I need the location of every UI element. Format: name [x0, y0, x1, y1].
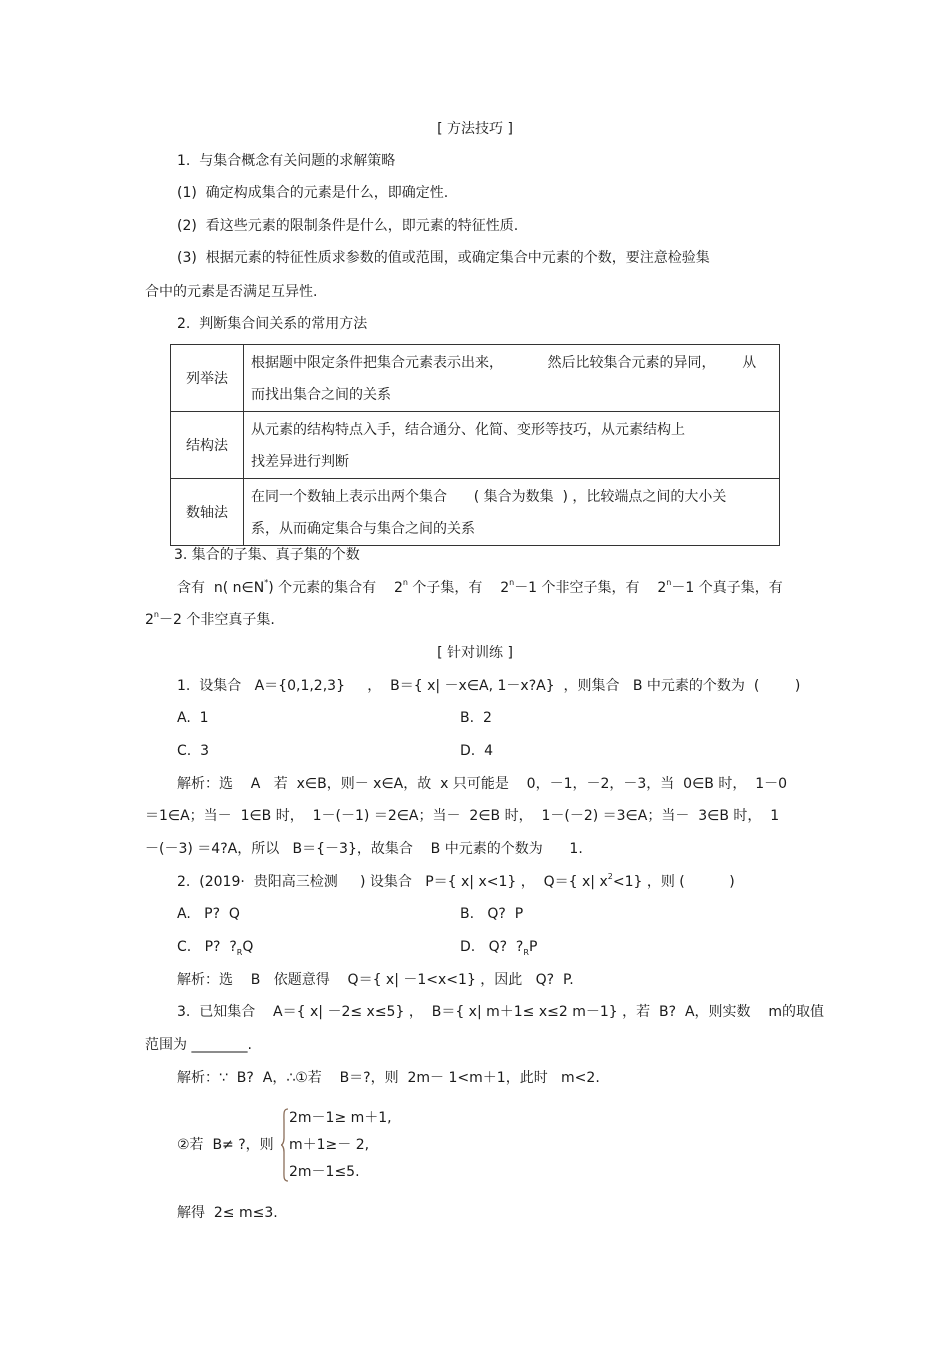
q1-solution-line1: 解析：选 A 若 x∈B，则－ x∈A，故 x 只可能是 0，－1，－2，－3，当 0∈B 时， 1－0 — [177, 776, 788, 792]
q2-option-b: B. Q? P — [460, 906, 524, 922]
paragraph-3-line2: 合中的元素是否满足互异性. — [145, 284, 318, 300]
methods-table — [170, 344, 780, 546]
question-3-line2: 范围为 ________. — [145, 1037, 252, 1053]
table-row — [171, 479, 780, 546]
q1-solution-line2: ＝1∈A；当－ 1∈B 时， 1－(－1) ＝2∈A；当－ 2∈B 时， 1－(－2) ＝3∈A；当－ 3∈B 时， 1 — [145, 808, 780, 824]
q1-solution-line3: －(－3) ＝4?A，所以 B＝{－3}，故集合 B 中元素的个数为 1. — [145, 841, 583, 857]
system-eq-2: m＋1≥－ 2, — [289, 1137, 370, 1153]
paragraph-1: (1) 确定构成集合的元素是什么，即确定性. — [177, 185, 449, 201]
table-row — [171, 345, 780, 412]
subset-count-line1: 含有 n( n∈N*) 个元素的集合有 2$^n$ 个子集，有 $2^n-1$ 个非空子集，有 $2^n-1$ 个真子集，有 — [177, 578, 783, 596]
section-title-practice: [ 针对训练 ] — [437, 645, 513, 661]
question-1: 1. 设集合 A＝{0,1,2,3} ， B＝{ x| －x∈A, 1－x?A} ，则集合 B 中元素的个数为 ( ) — [177, 678, 801, 694]
q2-solution: 解析：选 B 依题意得 Q＝{ x| －1<x<1} ，因此 Q? P. — [177, 972, 574, 988]
subset-count-line2: $2^n-2$ 个非空真子集. — [145, 610, 275, 628]
method-description: 从元素的结构特点入手，结合通分、化简、变形等技巧，从元素结构上 找差异进行判断 — [244, 412, 780, 479]
q1-option-a: A. 1 — [177, 710, 209, 726]
method-name: 结构法 — [171, 412, 244, 479]
method-description: 根据题中限定条件把集合元素表示出来， 然后比较集合元素的异同， 从 而找出集合之间的关系 — [244, 345, 780, 412]
paragraph-2: (2) 看这些元素的限制条件是什么，即元素的特征性质. — [177, 218, 519, 234]
question-3-line1: 3. 已知集合 A＝{ x| －2≤ x≤5} ， B＝{ x| m＋1≤ x≤2 m－1} ，若 B? A，则实数 m的取值 — [177, 1004, 824, 1020]
system-eq-1: 2m－1≥ m＋1, — [289, 1110, 392, 1126]
q2-option-a: A. P? Q — [177, 906, 240, 922]
item-3-heading: 3. 集合的子集、真子集的个数 — [174, 547, 360, 563]
q3-solution-line1: 解析：∵ B? A，∴①若 B＝?，则 2m－ 1<m＋1，此时 m<2. — [177, 1070, 600, 1086]
method-name: 数轴法 — [171, 479, 244, 546]
table-row — [171, 412, 780, 479]
q3-case2-lead: ②若 B≠ ?，则 — [177, 1137, 274, 1153]
q2-option-c: C. P? $?_RQ$ — [177, 939, 254, 957]
method-description: 在同一个数轴上表示出两个集合 ( 集合为数集 ) ，比较端点之间的大小关 系，从而确定集合与集合之间的关系 — [244, 479, 780, 546]
q1-option-d: D. 4 — [460, 743, 494, 759]
question-2: 2. (2019· 贵阳高三检测 ) 设集合 P＝{ x| x<1} ， Q＝{ x| $x^2<1$} ，则 ( ) — [177, 872, 735, 890]
item-2-heading: 2. 判断集合间关系的常用方法 — [177, 316, 368, 332]
section-title-method: [ 方法技巧 ] — [437, 121, 513, 137]
paragraph-3-line1: (3) 根据元素的特征性质求参数的值或范围，或确定集合中元素的个数，要注意检验集 — [177, 250, 710, 266]
q2-option-d: D. Q? $?_RP$ — [460, 939, 538, 957]
system-eq-3: 2m－1≤5. — [289, 1164, 360, 1180]
method-name: 列举法 — [171, 345, 244, 412]
q3-solution-result: 解得 2≤ m≤3. — [177, 1205, 278, 1221]
q1-option-b: B. 2 — [460, 710, 492, 726]
item-1-heading: 1. 与集合概念有关问题的求解策略 — [177, 153, 396, 169]
q1-option-c: C. 3 — [177, 743, 210, 759]
